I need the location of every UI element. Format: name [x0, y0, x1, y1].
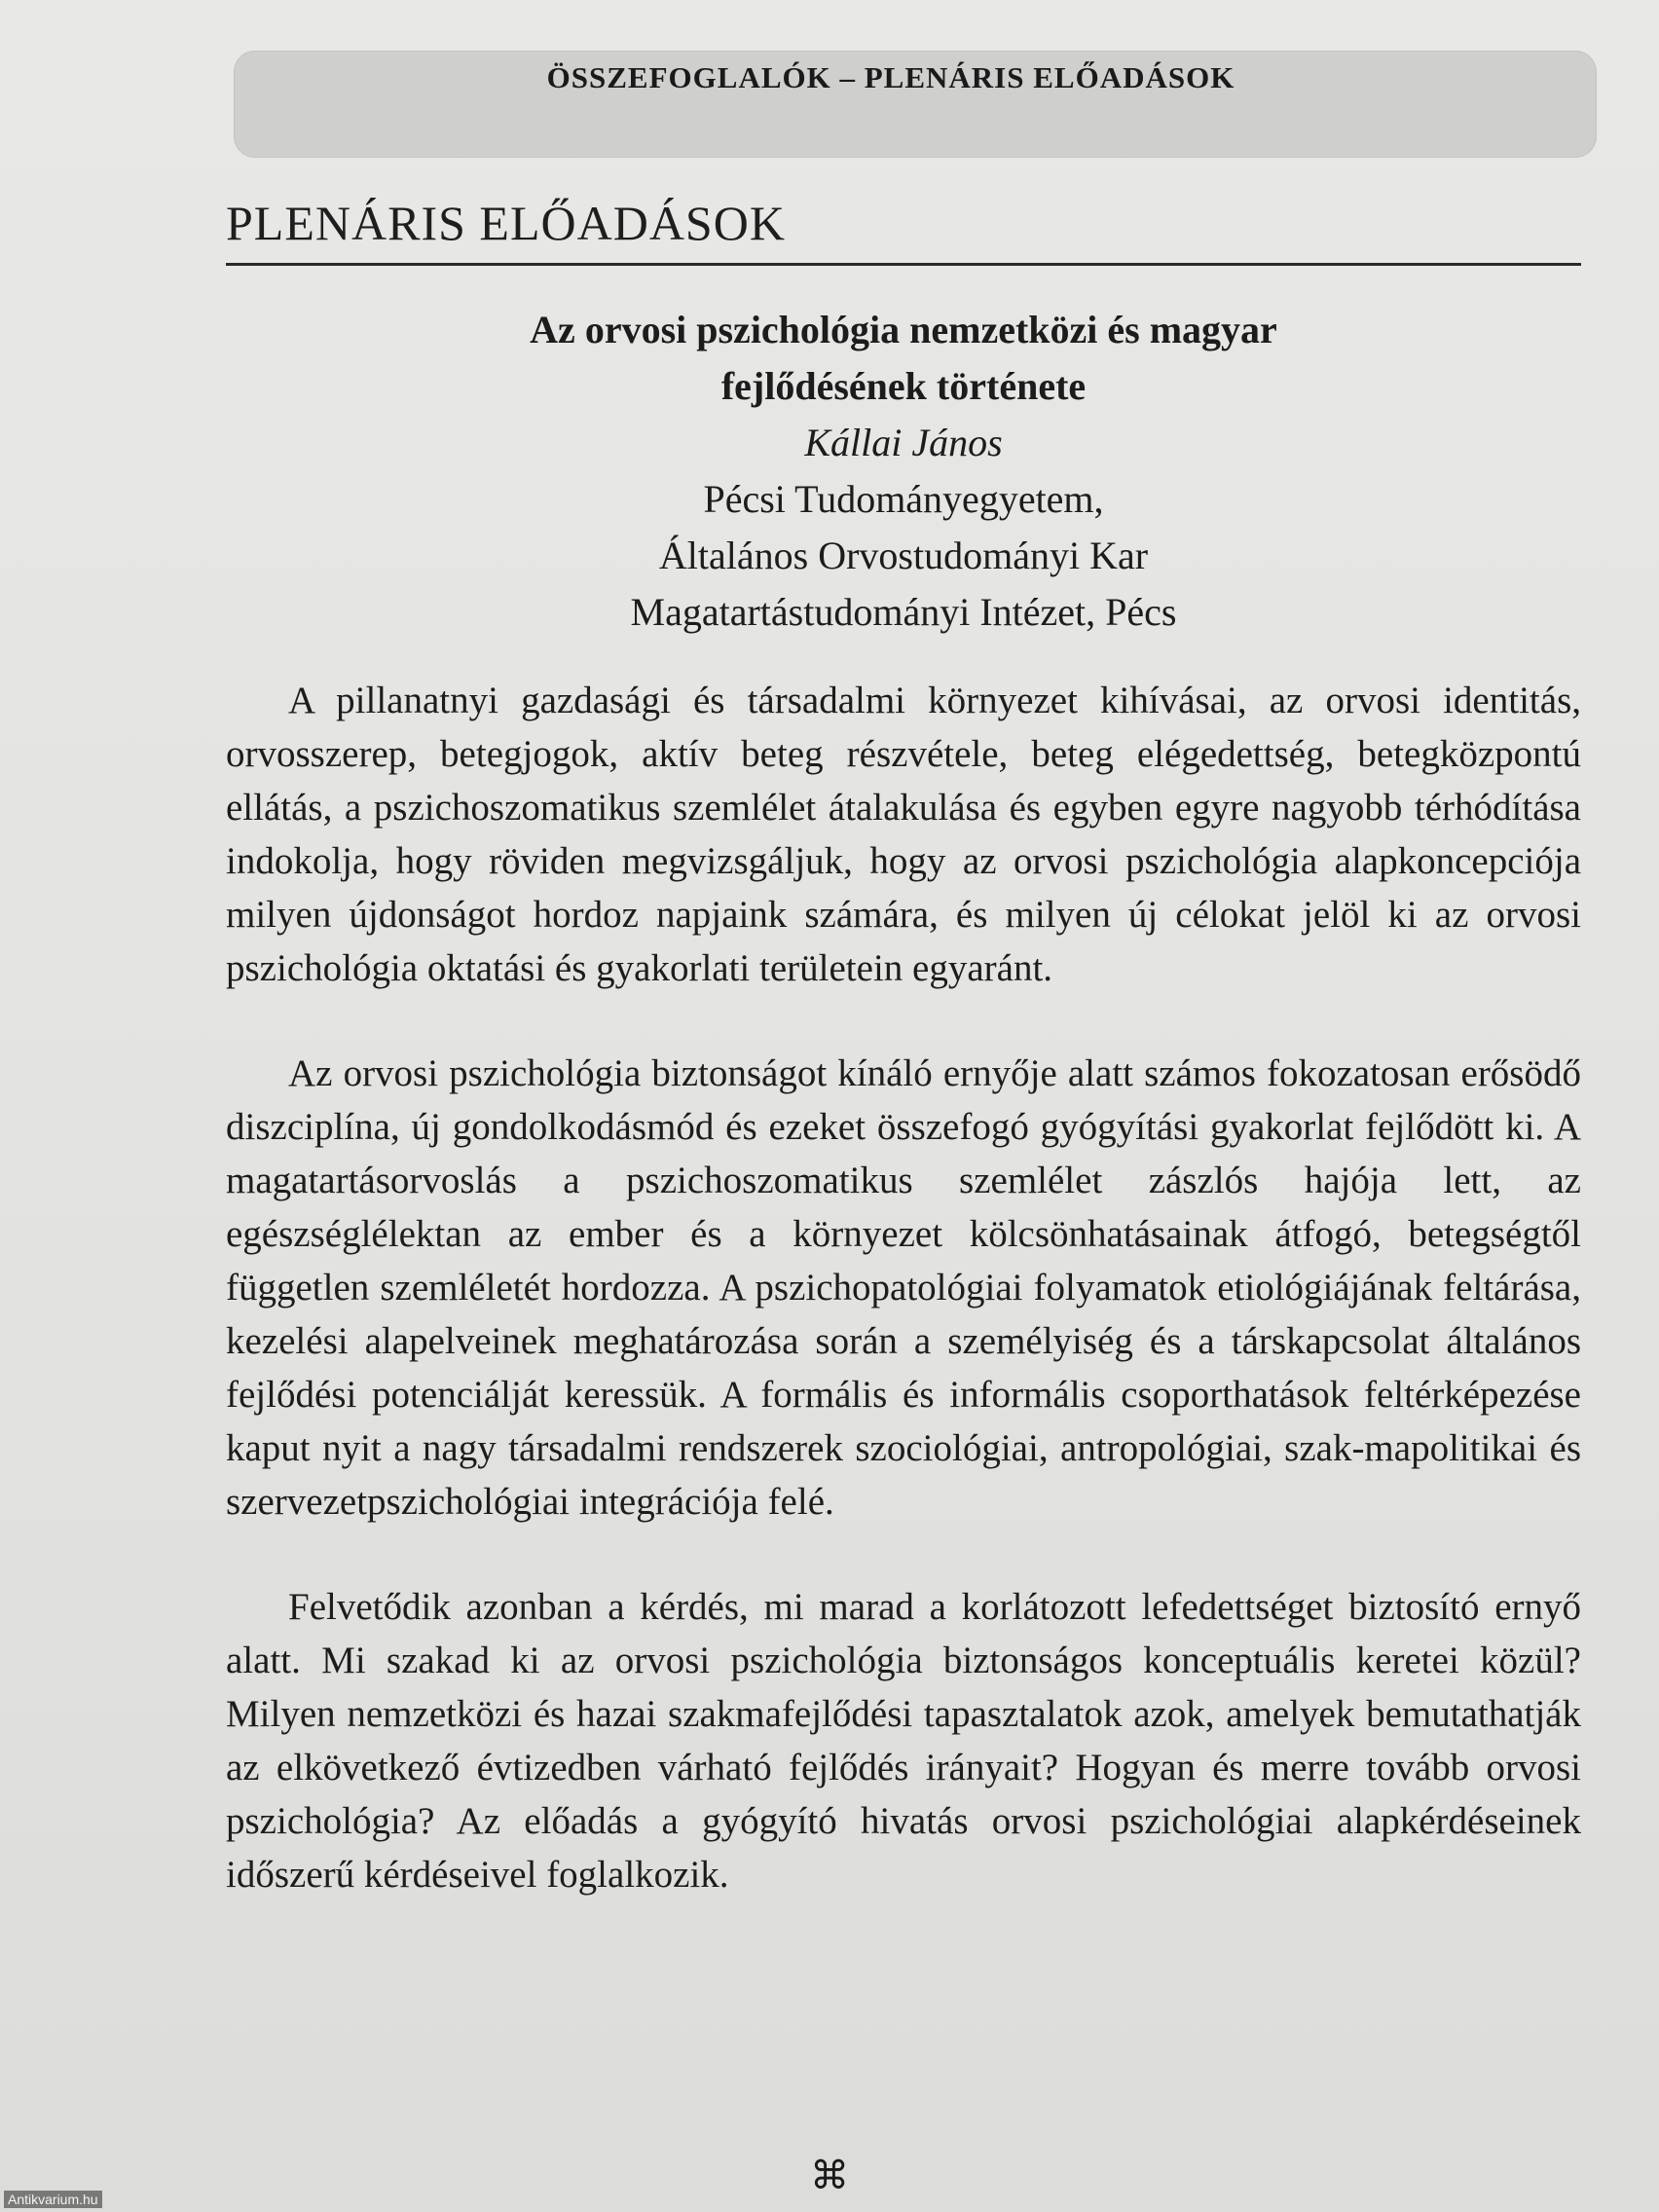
- abstract-paragraph-3: Felvetődik azonban a kérdés, mi marad a korlátozott lefedettséget biztosító ernyő alatt. Mi szakad ki az orvosi pszichológia biztonságos konceptuális keretei közül? Milyen nemzetközi és hazai szakmafejlődési tapasztalatok azok, amelyek bemutathatják az elkövetkező évtizedben várható fejlődés irányait? Hogyan és merre tovább orvosi pszichológia? Az előadás a gyógyító hivatás orvosi pszichológiai alapkérdéseinek időszerű kérdéseivel foglalkozik.: [226, 1586, 1581, 1896]
- affiliation-line-1: Pécsi Tudományegyetem,: [703, 477, 1104, 521]
- running-header-title: ÖSSZEFOGLALÓK – PLENÁRIS ELŐADÁSOK: [546, 60, 1235, 94]
- abstract-paragraph-2: Az orvosi pszichológia biztonságot kínáló ernyője alatt számos fokozatosan erősödő diszciplína, új gondolkodásmód és ezeket összefogó gyógyítási gyakorlat fejlődött ki. A magatartásorvoslás a pszichoszomatikus szemlélet zászlós hajója lett, az egészséglélektan az ember és a környezet kölcsönhatásainak átfogó, betegségtől független szemléletét hordozza. A pszichopatológiai folyamatok etiológiájának feltárása, kezelési alapelveinek meghatározása során a személyiség és a társkapcsolat általános fejlődési potenciálját keressük. A formális és informális csoporthatások feltérképezése kaput nyit a nagy társadalmi rendszerek szociológiai, antropológiai, szak-mapolitikai és szervezetpszichológiai integrációja felé.: [226, 1052, 1581, 1523]
- article-author: Kállai János: [804, 421, 1003, 464]
- article-title-line-2: fejlődésének története: [720, 364, 1087, 408]
- abstract-paragraph-1: A pillanatnyi gazdasági és társadalmi környezet kihívásai, az orvosi identitás, orvosszerep, betegjogok, aktív beteg részvétele, beteg elégedettség, betegközpontú ellátás, a pszichoszomatikus szemlélet átalakulása és egyben egyre nagyobb térhódítása indokolja, hogy röviden megvizsgáljuk, hogy az orvosi pszichológia alapkoncepciója milyen újdonságot hordoz napjaink számára, és milyen új célokat jelöl ki az orvosi pszichológia oktatási és gyakorlati területein egyaránt.: [226, 680, 1581, 989]
- article-title-line-1: Az orvosi pszichológia nemzetközi és magyar: [530, 308, 1277, 351]
- abstract-body: [226, 674, 1581, 1953]
- article-title-block: [226, 302, 1581, 641]
- source-watermark: Antikvarium.hu: [4, 2191, 102, 2208]
- end-ornament-icon: ⌘: [810, 2154, 849, 2198]
- affiliation-line-2: Általános Orvostudományi Kar: [658, 534, 1149, 577]
- affiliation-line-3: Magatartástudományi Intézet, Pécs: [630, 590, 1177, 634]
- section-divider: [226, 263, 1581, 266]
- section-title: PLENÁRIS ELŐADÁSOK: [226, 196, 786, 250]
